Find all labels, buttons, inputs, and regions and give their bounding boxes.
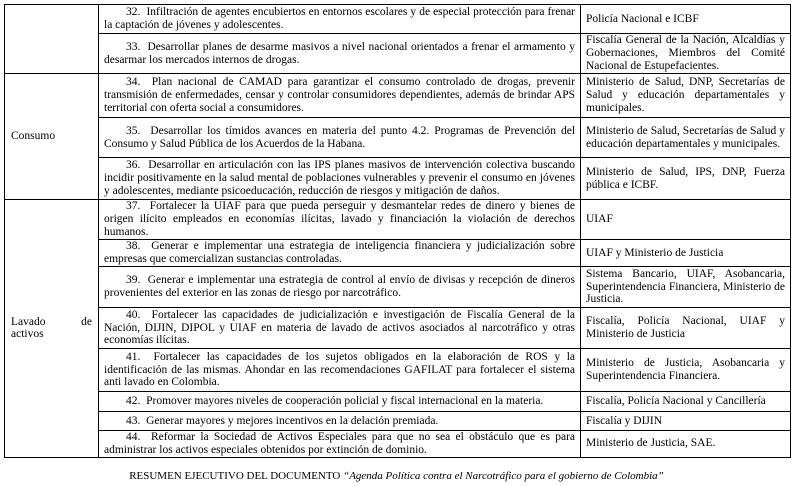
responsible-cell: Sistema Bancario, UIAF, Asobancaria, Superintendencia Financiera, Ministerio de Justicia. [581,267,791,308]
responsible-cell: UIAF [581,200,791,240]
table-row [5,5,791,34]
action-cell: 32. Infiltración de agentes encubiertos en entornos escolares y de especial protección para frenar la captación de jóvenes y adolescentes. [99,5,581,34]
responsible-cell: Fiscalía General de la Nación, Alcaldías y Gobernaciones, Miembros del Comité Nacional de Estupefacientes. [581,34,791,74]
document-caption [0,470,793,483]
category-consumo: Consumo [5,74,99,200]
table-row [5,34,791,74]
category-cell-empty [5,5,99,74]
action-cell: 40. Fortalecer las capacidades de judicialización e investigación de Fiscalía General de la Nación, DIJIN, DIPOL y UIAF en materia de lavado de activos asociados al narcotráfico y otras economías ilícitas. [99,308,581,349]
responsible-cell: Fiscalía, Policía Nacional y Cancillería [581,392,791,412]
action-cell: 35. Desarrollar los tímidos avances en materia del punto 4.2. Programas de Prevención del Consumo y Salud Pública de los Acuerdos de la Habana. [99,118,581,158]
action-cell: 41. Fortalecer las capacidades de los sujetos obligados en la elaboración de ROS y la identificación de las mismas. Ahondar en las recomendaciones GAFILAT para fortalecer el sistema anti lavado en Colombia. [99,349,581,392]
responsible-cell: Ministerio de Justicia, Asobancaria y Superintendencia Financiera. [581,349,791,392]
action-cell: 37. Fortalecer la UIAF para que pueda perseguir y desmantelar redes de dinero y bienes de origen ilícito empleados en economías ilícitas, lavado y financiación la violación de derechos humanos. [99,200,581,240]
caption-prefix: RESUMEN EJECUTIVO DEL DOCUMENTO [129,470,344,482]
action-cell: 42. Promover mayores niveles de cooperación policial y fiscal internacional en la materia. [99,392,581,412]
category-lavado-line1: Lavado de [11,315,92,328]
action-cell: 44. Reformar la Sociedad de Activos Especiales para que no sea el obstáculo que es para administrar los activos especiales obtenidos por extinción de dominio. [99,431,581,458]
action-cell: 34. Plan nacional de CAMAD para garantizar el consumo controlado de drogas, prevenir transmisión de enfermedades, censar y controlar consumidores dependientes, además de brindar APS territorial con oferta social a consumidores. [99,74,581,118]
responsible-cell: Policía Nacional e ICBF [581,5,791,34]
table-row [5,118,791,158]
action-cell: 38. Generar e implementar una estrategia de inteligencia financiera y judicialización sobre empresas que comercializan sustancias controladas. [99,240,581,267]
responsible-cell: Ministerio de Salud, DNP, Secretarías de Salud y educación departamentales y municipales. [581,74,791,118]
table-row [5,349,791,392]
action-cell: 39. Generar e implementar una estrategia de control al envío de divisas y recepción de dineros provenientes del exterior en las zonas de riesgo por narcotráfico. [99,267,581,308]
table-row [5,240,791,267]
responsible-cell: Ministerio de Salud, Secretarías de Salud y educación departamentales y municipales. [581,118,791,158]
table-row [5,392,791,412]
caption-title: “Agenda Política contra el Narcotráfico para el gobierno de Colombia” [343,470,664,482]
table-row [5,200,791,240]
table-row [5,412,791,431]
responsible-cell: Ministerio de Justicia, SAE. [581,431,791,458]
responsible-cell: UIAF y Ministerio de Justicia [581,240,791,267]
table-row [5,431,791,458]
action-cell: 43. Generar mayores y mejores incentivos en la delación premiada. [99,412,581,431]
category-lavado-line2: activos [11,328,44,341]
responsible-cell: Fiscalía y DIJIN [581,412,791,431]
table-row [5,267,791,308]
responsible-cell: Fiscalía, Policía Nacional, UIAF y Ministerio de Justicia [581,308,791,349]
policy-table [4,4,791,458]
action-cell: 33. Desarrollar planes de desarme masivos a nivel nacional orientados a frenar el armamento y desarmar los mercados internos de drogas. [99,34,581,74]
table-row [5,74,791,118]
category-lavado [5,200,99,458]
action-cell: 36. Desarrollar en articulación con las IPS planes masivos de intervención colectiva buscando incidir positivamente en la salud mental de poblaciones vulnerables y prevenir el consumo en jóvenes y adolescentes, mediante psicoeducación, reducción de riesgos y mitigación de daños. [99,158,581,200]
responsible-cell: Ministerio de Salud, IPS, DNP, Fuerza pública e ICBF. [581,158,791,200]
table-row [5,308,791,349]
table-row [5,158,791,200]
